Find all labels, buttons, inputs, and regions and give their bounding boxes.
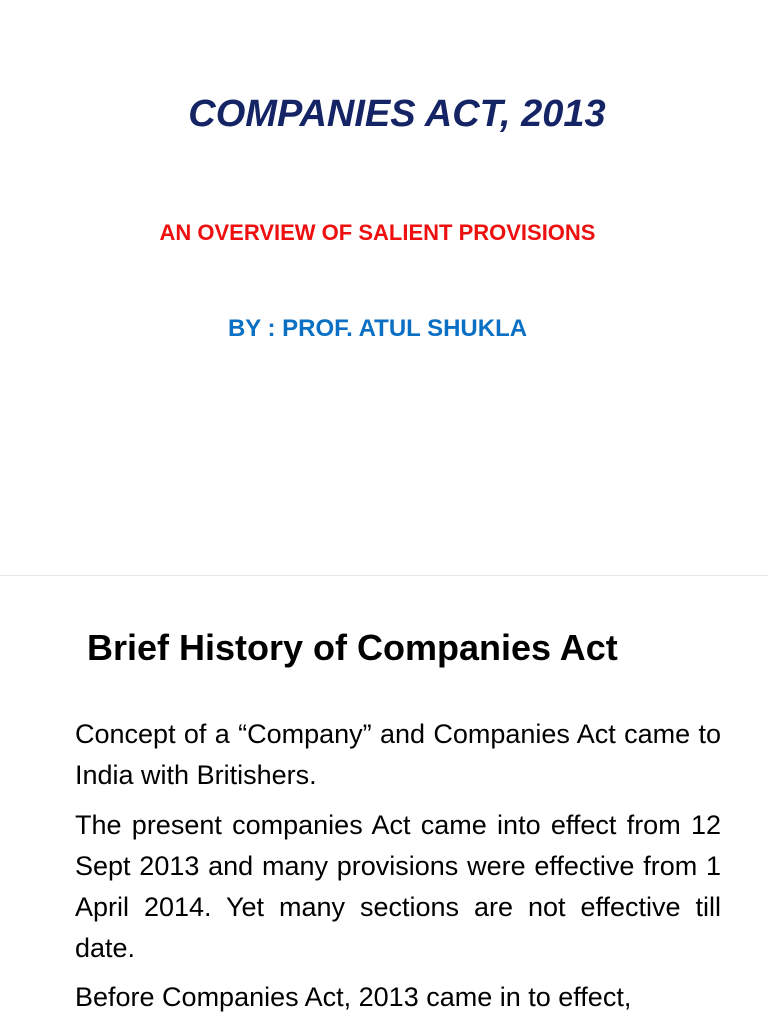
slide-subtitle: AN OVERVIEW OF SALIENT PROVISIONS: [159, 220, 596, 245]
slide-heading: Brief History of Companies Act: [87, 627, 618, 668]
body-paragraph: Before Companies Act, 2013 came in to effect,: [75, 982, 632, 1012]
history-slide: [0, 576, 768, 1024]
author-line: BY : PROF. ATUL SHUKLA: [227, 315, 528, 342]
body-paragraph: Concept of a “Company” and Companies Act came to India with Britishers.: [75, 719, 721, 790]
body-paragraph: The present companies Act came into effect from 12 Sept 2013 and many provisions were effective from 1 April 2014. Yet many sections are not effective till date.: [75, 810, 721, 963]
slide-title: COMPANIES ACT, 2013: [188, 93, 606, 135]
